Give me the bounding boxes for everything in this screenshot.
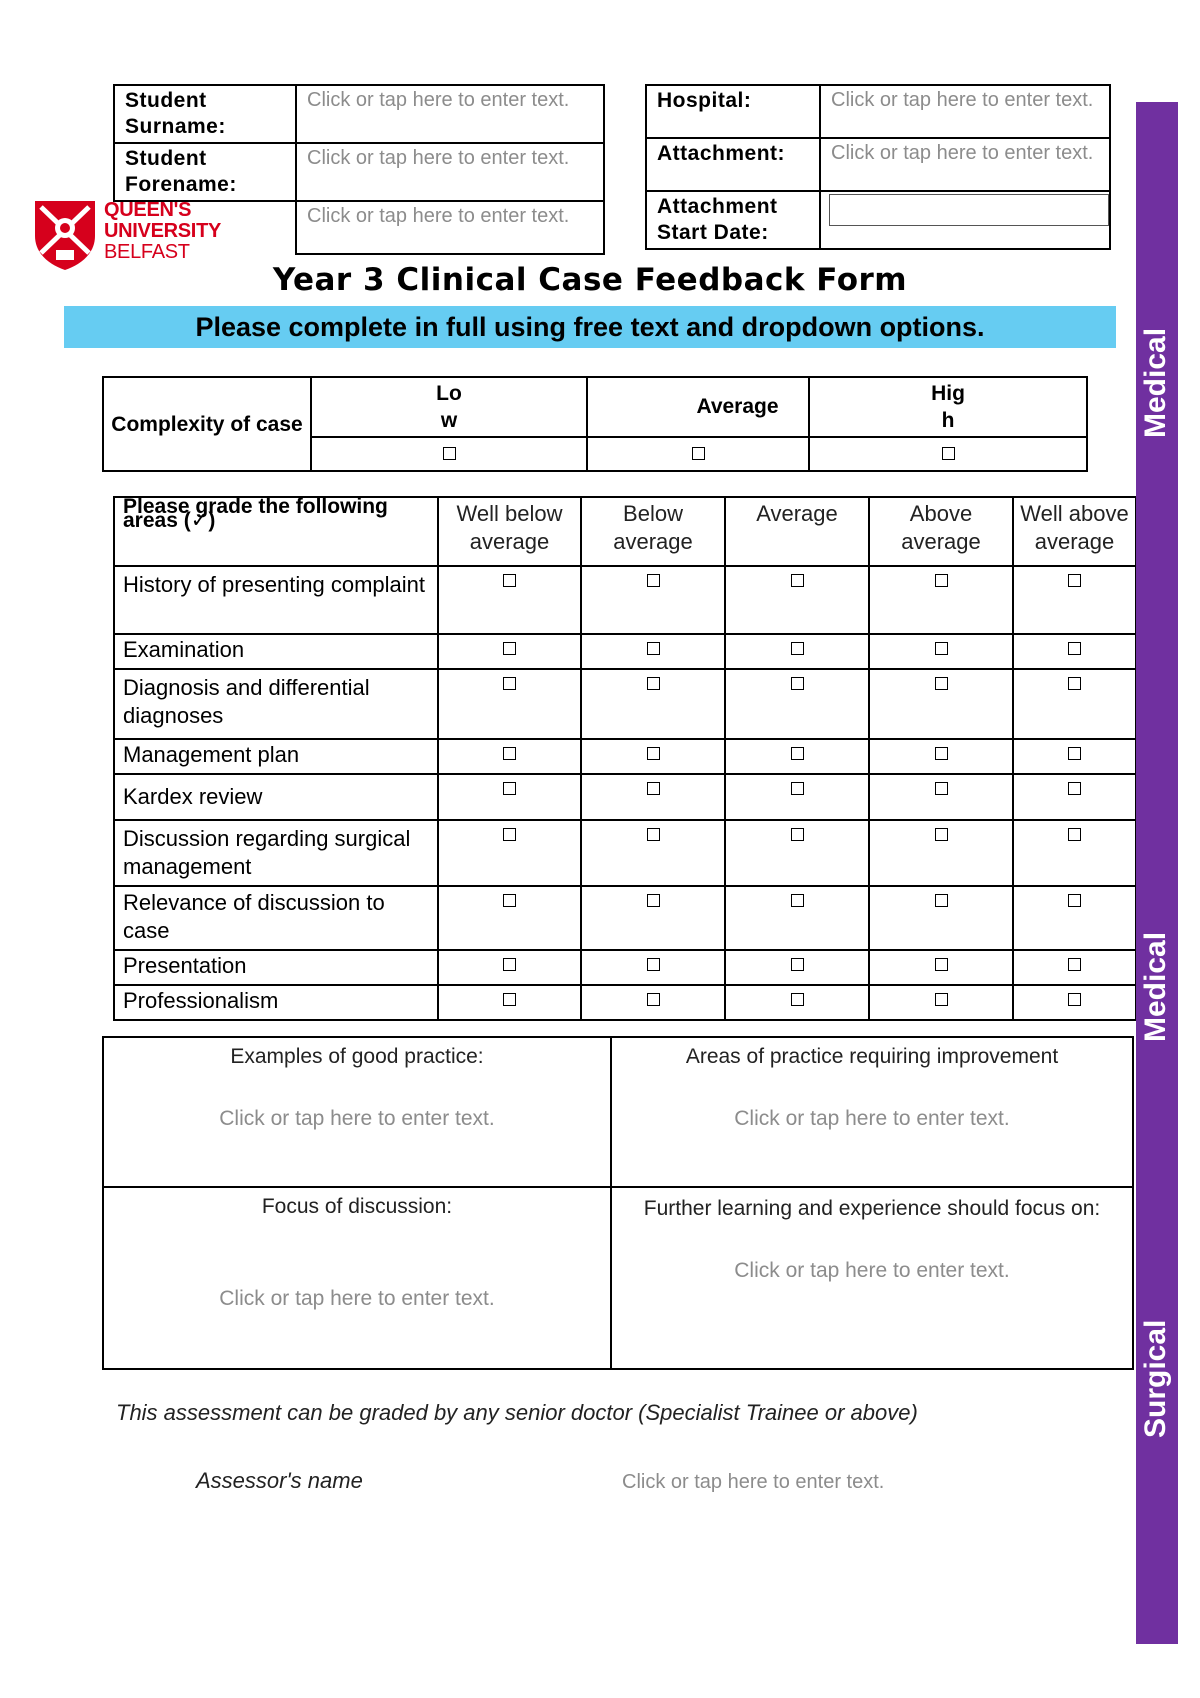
grade-checkbox[interactable] (791, 894, 804, 907)
grade-checkbox[interactable] (935, 782, 948, 795)
grade-checkbox[interactable] (647, 958, 660, 971)
row-label: Discussion regarding surgical management (114, 820, 438, 886)
university-crest-icon (32, 198, 98, 272)
grade-checkbox[interactable] (935, 677, 948, 690)
column-below: Below average (581, 497, 725, 566)
complexity-label: Complexity of case (103, 377, 311, 471)
surname-input[interactable]: Click or tap here to enter text. (296, 85, 604, 143)
good-practice-input[interactable]: Click or tap here to enter text. (219, 1107, 495, 1130)
feedback-table (102, 1036, 1134, 1370)
improvement-cell (611, 1037, 1133, 1187)
column-well-below: Well below average (438, 497, 581, 566)
side-bar (1136, 102, 1178, 1644)
complexity-table (102, 376, 1088, 472)
focus-cell (103, 1187, 611, 1369)
grade-checkbox[interactable] (791, 574, 804, 587)
start-date-label: Attachment Start Date: (646, 191, 820, 249)
complexity-option-average: Average (587, 377, 809, 437)
grade-checkbox[interactable] (1068, 782, 1081, 795)
row-label: Diagnosis and differential diagnoses (114, 669, 438, 739)
grade-checkbox[interactable] (647, 782, 660, 795)
logo-wordmark (104, 200, 221, 263)
grade-checkbox[interactable] (503, 574, 516, 587)
grade-checkbox[interactable] (503, 677, 516, 690)
column-well-above: Well above average (1013, 497, 1136, 566)
grade-checkbox[interactable] (1068, 642, 1081, 655)
grade-checkbox[interactable] (503, 894, 516, 907)
complexity-high-checkbox[interactable] (942, 447, 955, 460)
grade-checkbox[interactable] (1068, 958, 1081, 971)
sidebar-label-medical-2: Medical (1139, 931, 1172, 1042)
university-logo (32, 198, 232, 272)
grade-checkbox[interactable] (1068, 747, 1081, 760)
table-row (114, 985, 1136, 1020)
table-row (114, 739, 1136, 774)
table-row (114, 566, 1136, 634)
table-row (114, 820, 1136, 886)
grade-checkbox[interactable] (791, 993, 804, 1006)
grade-checkbox[interactable] (503, 747, 516, 760)
hospital-info-table (645, 84, 1111, 250)
row-label: Professionalism (114, 985, 438, 1020)
instruction-banner: Please complete in full using free text and dropdown options. (64, 306, 1116, 348)
grade-checkbox[interactable] (1068, 677, 1081, 690)
column-above: Above average (869, 497, 1013, 566)
row-label: Presentation (114, 950, 438, 985)
assessment-note: This assessment can be graded by any senior doctor (Specialist Trainee or above) (116, 1400, 918, 1425)
improvement-input[interactable]: Click or tap here to enter text. (734, 1107, 1010, 1130)
column-average: Average (725, 497, 869, 566)
forename-input[interactable]: Click or tap here to enter text. (296, 143, 604, 201)
grade-checkbox[interactable] (791, 677, 804, 690)
grade-checkbox[interactable] (647, 574, 660, 587)
row-label: Management plan (114, 739, 438, 774)
grade-checkbox[interactable] (647, 677, 660, 690)
further-learning-cell (611, 1187, 1133, 1369)
sidebar-label-surgical: Surgical (1139, 1319, 1172, 1438)
grading-table (113, 496, 1137, 1021)
sidebar-label-medical: Medical (1139, 327, 1172, 438)
grade-checkbox[interactable] (647, 747, 660, 760)
grade-checkbox[interactable] (503, 993, 516, 1006)
grade-checkbox[interactable] (1068, 894, 1081, 907)
good-practice-cell (103, 1037, 611, 1187)
grade-checkbox[interactable] (935, 642, 948, 655)
surname-label: Student Surname: (114, 85, 296, 143)
grade-checkbox[interactable] (791, 958, 804, 971)
logo-line-3: BELFAST (104, 241, 190, 263)
attachment-label: Attachment: (646, 138, 820, 191)
attachment-input[interactable]: Click or tap here to enter text. (820, 138, 1110, 191)
focus-label: Focus of discussion: (261, 1195, 453, 1218)
further-learning-label: Further learning and experience should focus on: (643, 1197, 1101, 1220)
complexity-average-cell (587, 437, 809, 471)
grade-checkbox[interactable] (503, 958, 516, 971)
page-title: Year 3 Clinical Case Feedback Form (272, 262, 908, 298)
assessor-input[interactable]: Click or tap here to enter text. (622, 1471, 885, 1493)
complexity-low-checkbox[interactable] (443, 447, 456, 460)
grade-checkbox[interactable] (1068, 574, 1081, 587)
grade-checkbox[interactable] (791, 828, 804, 841)
grading-header: Please grade the following areas (✓) (114, 497, 438, 566)
row-label: Kardex review (114, 774, 438, 820)
grade-checkbox[interactable] (647, 642, 660, 655)
table-row (114, 774, 1136, 820)
good-practice-label: Examples of good practice: (230, 1045, 484, 1068)
grade-checkbox[interactable] (791, 747, 804, 760)
grade-checkbox[interactable] (647, 894, 660, 907)
grade-checkbox[interactable] (1068, 828, 1081, 841)
start-date-cell (820, 191, 1110, 249)
forename-label: Student Forename: (114, 143, 296, 201)
grade-checkbox[interactable] (935, 894, 948, 907)
hospital-label: Hospital: (646, 85, 820, 138)
complexity-option-high: Hig h (809, 377, 1087, 437)
table-row (114, 634, 1136, 669)
grade-checkbox[interactable] (935, 828, 948, 841)
grade-checkbox[interactable] (935, 958, 948, 971)
further-learning-input[interactable]: Click or tap here to enter text. (734, 1259, 1010, 1282)
complexity-option-low: Lo w (311, 377, 587, 437)
logo-line-2: UNIVERSITY (104, 220, 222, 242)
complexity-low-cell (311, 437, 587, 471)
grade-checkbox[interactable] (503, 828, 516, 841)
grade-checkbox[interactable] (503, 782, 516, 795)
table-row (114, 669, 1136, 739)
grade-checkbox[interactable] (503, 642, 516, 655)
logo-line-1: QUEEN'S (104, 199, 192, 221)
grade-checkbox[interactable] (1068, 993, 1081, 1006)
row-label: History of presenting complaint (114, 566, 438, 634)
grade-checkbox[interactable] (647, 993, 660, 1006)
start-date-input[interactable] (829, 194, 1109, 226)
grade-checkbox[interactable] (935, 747, 948, 760)
table-row (114, 950, 1136, 985)
improvement-label: Areas of practice requiring improvement (685, 1045, 1059, 1068)
student-extra-input[interactable]: Click or tap here to enter text. (296, 201, 604, 254)
grade-checkbox[interactable] (647, 828, 660, 841)
grade-checkbox[interactable] (935, 993, 948, 1006)
complexity-high-cell (809, 437, 1087, 471)
assessor-label: Assessor's name (196, 1468, 363, 1493)
grade-checkbox[interactable] (935, 574, 948, 587)
table-row (114, 886, 1136, 950)
row-label: Examination (114, 634, 438, 669)
grade-checkbox[interactable] (791, 782, 804, 795)
grade-checkbox[interactable] (791, 642, 804, 655)
focus-input[interactable]: Click or tap here to enter text. (219, 1287, 495, 1310)
row-label: Relevance of discussion to case (114, 886, 438, 950)
complexity-average-checkbox[interactable] (692, 447, 705, 460)
hospital-input[interactable]: Click or tap here to enter text. (820, 85, 1110, 138)
